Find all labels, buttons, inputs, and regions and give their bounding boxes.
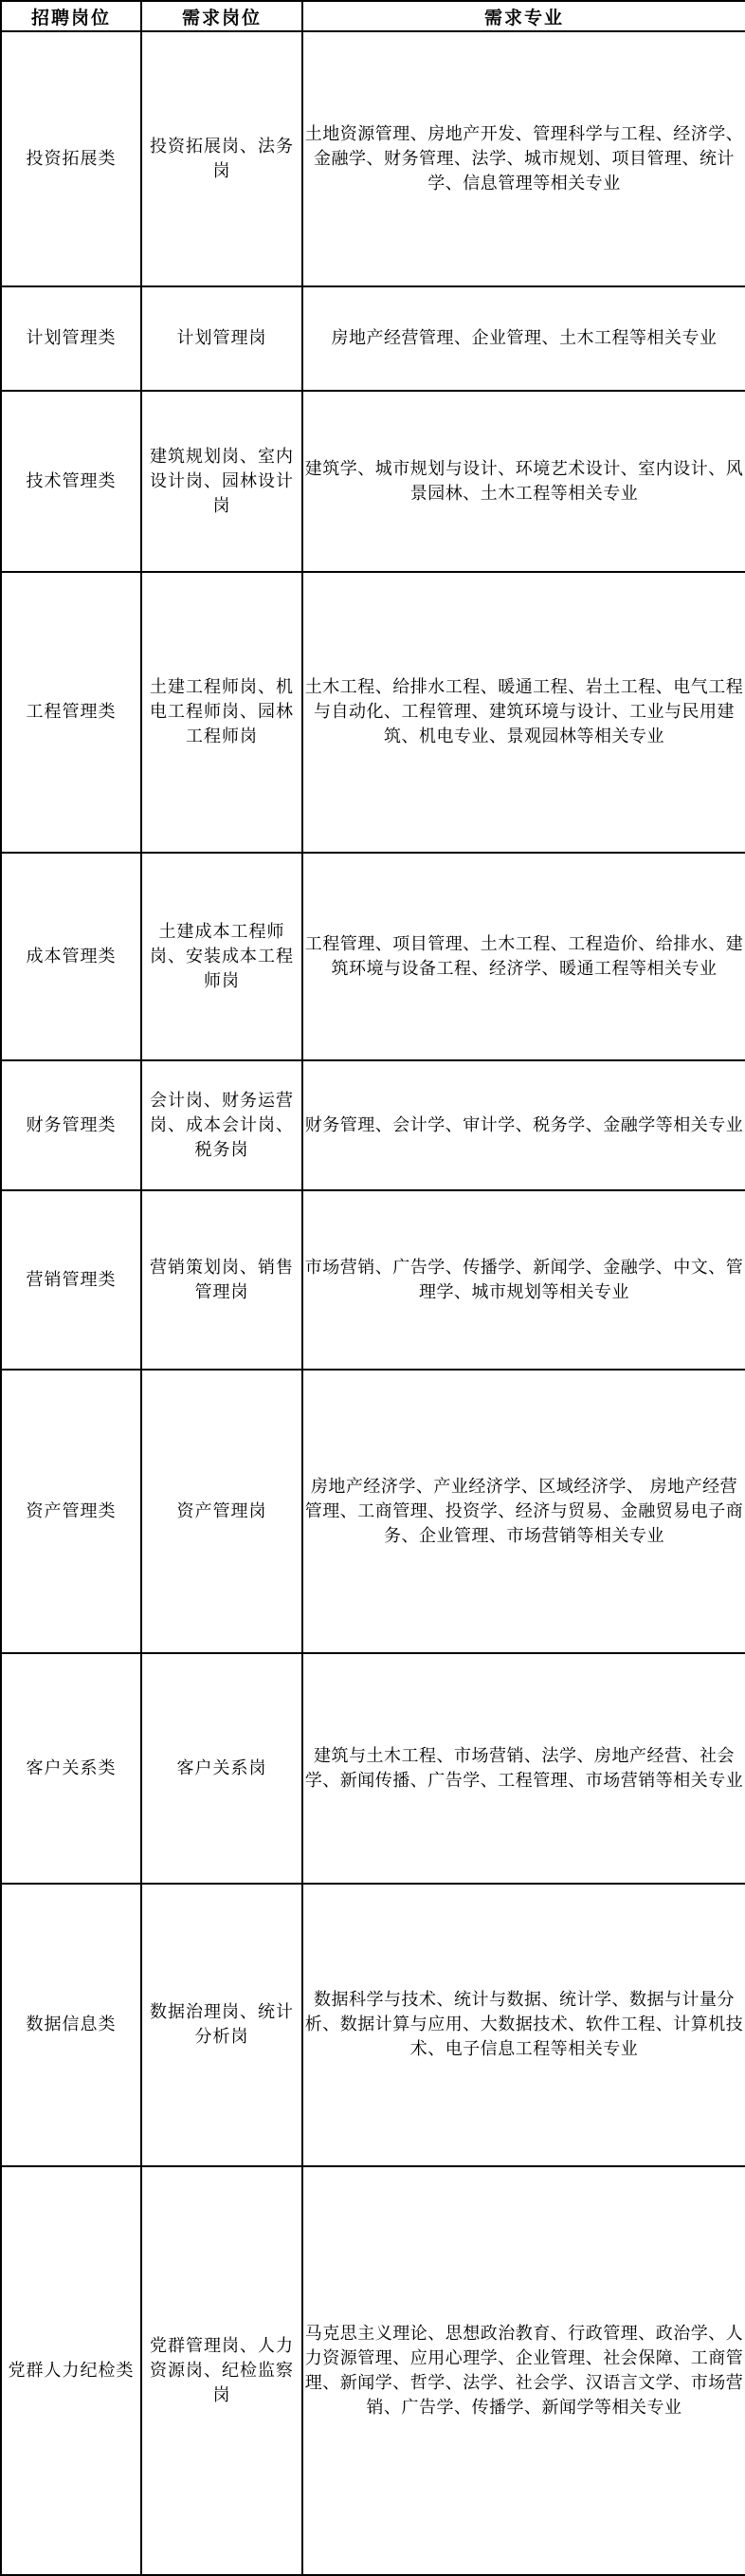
category-cell: 计划管理类 — [1, 286, 141, 391]
category-cell: 数据信息类 — [1, 1884, 141, 2166]
category-cell: 资产管理类 — [1, 1370, 141, 1653]
major-cell: 马克思主义理论、思想政治教育、行政管理、政治学、人力资源管理、应用心理学、企业管理、社会保障、工商管理、新闻学、哲学、法学、社会学、汉语言文学、市场营销、广告学、传播学、新闻学等相关专业 — [302, 2166, 745, 2575]
table-row — [1, 1190, 745, 1370]
table-row — [1, 391, 745, 572]
category-cell: 客户关系类 — [1, 1653, 141, 1884]
major-cell: 土地资源管理、房地产开发、管理科学与工程、经济学、金融学、财务管理、法学、城市规划、项目管理、统计学、信息管理等相关专业 — [302, 31, 745, 286]
category-cell: 营销管理类 — [1, 1190, 141, 1370]
table-row — [1, 1060, 745, 1190]
position-cell: 会计岗、财务运营岗、成本会计岗、税务岗 — [141, 1060, 302, 1190]
major-cell: 土木工程、给排水工程、暖通工程、岩土工程、电气工程与自动化、工程管理、建筑环境与设计、工业与民用建筑、机电专业、景观园林等相关专业 — [302, 572, 745, 853]
major-cell: 工程管理、项目管理、土木工程、工程造价、给排水、建筑环境与设备工程、经济学、暖通工程等相关专业 — [302, 853, 745, 1060]
position-cell: 建筑规划岗、室内设计岗、园林设计岗 — [141, 391, 302, 572]
position-cell: 党群管理岗、人力资源岗、纪检监察岗 — [141, 2166, 302, 2575]
position-cell: 计划管理岗 — [141, 286, 302, 391]
header-required-major: 需求专业 — [302, 1, 745, 31]
table-row — [1, 1653, 745, 1884]
header-required-position: 需求岗位 — [141, 1, 302, 31]
position-cell: 客户关系岗 — [141, 1653, 302, 1884]
header-recruit-category: 招聘岗位 — [1, 1, 141, 31]
category-cell: 投资拓展类 — [1, 31, 141, 286]
position-cell: 资产管理岗 — [141, 1370, 302, 1653]
position-cell: 土建工程师岗、机电工程师岗、园林工程师岗 — [141, 572, 302, 853]
table-row — [1, 286, 745, 391]
category-cell: 技术管理类 — [1, 391, 141, 572]
table-row — [1, 853, 745, 1060]
major-cell: 市场营销、广告学、传播学、新闻学、金融学、中文、管理学、城市规划等相关专业 — [302, 1190, 745, 1370]
table-row — [1, 1370, 745, 1653]
table-row — [1, 2166, 745, 2575]
table-row — [1, 572, 745, 853]
category-cell: 党群人力纪检类 — [1, 2166, 141, 2575]
category-cell: 财务管理类 — [1, 1060, 141, 1190]
major-cell: 房地产经营管理、企业管理、土木工程等相关专业 — [302, 286, 745, 391]
position-cell: 土建成本工程师岗、安装成本工程师岗 — [141, 853, 302, 1060]
major-cell: 房地产经济学、产业经济学、区域经济学、 房地产经营管理、工商管理、投资学、经济与贸易、金融贸易电子商务、企业管理、市场营销等相关专业 — [302, 1370, 745, 1653]
major-cell: 建筑与土木工程、市场营销、法学、房地产经营、社会学、新闻传播、广告学、工程管理、市场营销等相关专业 — [302, 1653, 745, 1884]
header-row — [1, 1, 745, 31]
major-cell: 建筑学、城市规划与设计、环境艺术设计、室内设计、风景园林、土木工程等相关专业 — [302, 391, 745, 572]
category-cell: 成本管理类 — [1, 853, 141, 1060]
position-cell: 营销策划岗、销售管理岗 — [141, 1190, 302, 1370]
table-row — [1, 1884, 745, 2166]
table-row — [1, 31, 745, 286]
position-cell: 数据治理岗、统计分析岗 — [141, 1884, 302, 2166]
major-cell: 数据科学与技术、统计与数据、统计学、数据与计量分析、数据计算与应用、大数据技术、软件工程、计算机技术、电子信息工程等相关专业 — [302, 1884, 745, 2166]
category-cell: 工程管理类 — [1, 572, 141, 853]
position-cell: 投资拓展岗、法务岗 — [141, 31, 302, 286]
major-cell: 财务管理、会计学、审计学、税务学、金融学等相关专业 — [302, 1060, 745, 1190]
